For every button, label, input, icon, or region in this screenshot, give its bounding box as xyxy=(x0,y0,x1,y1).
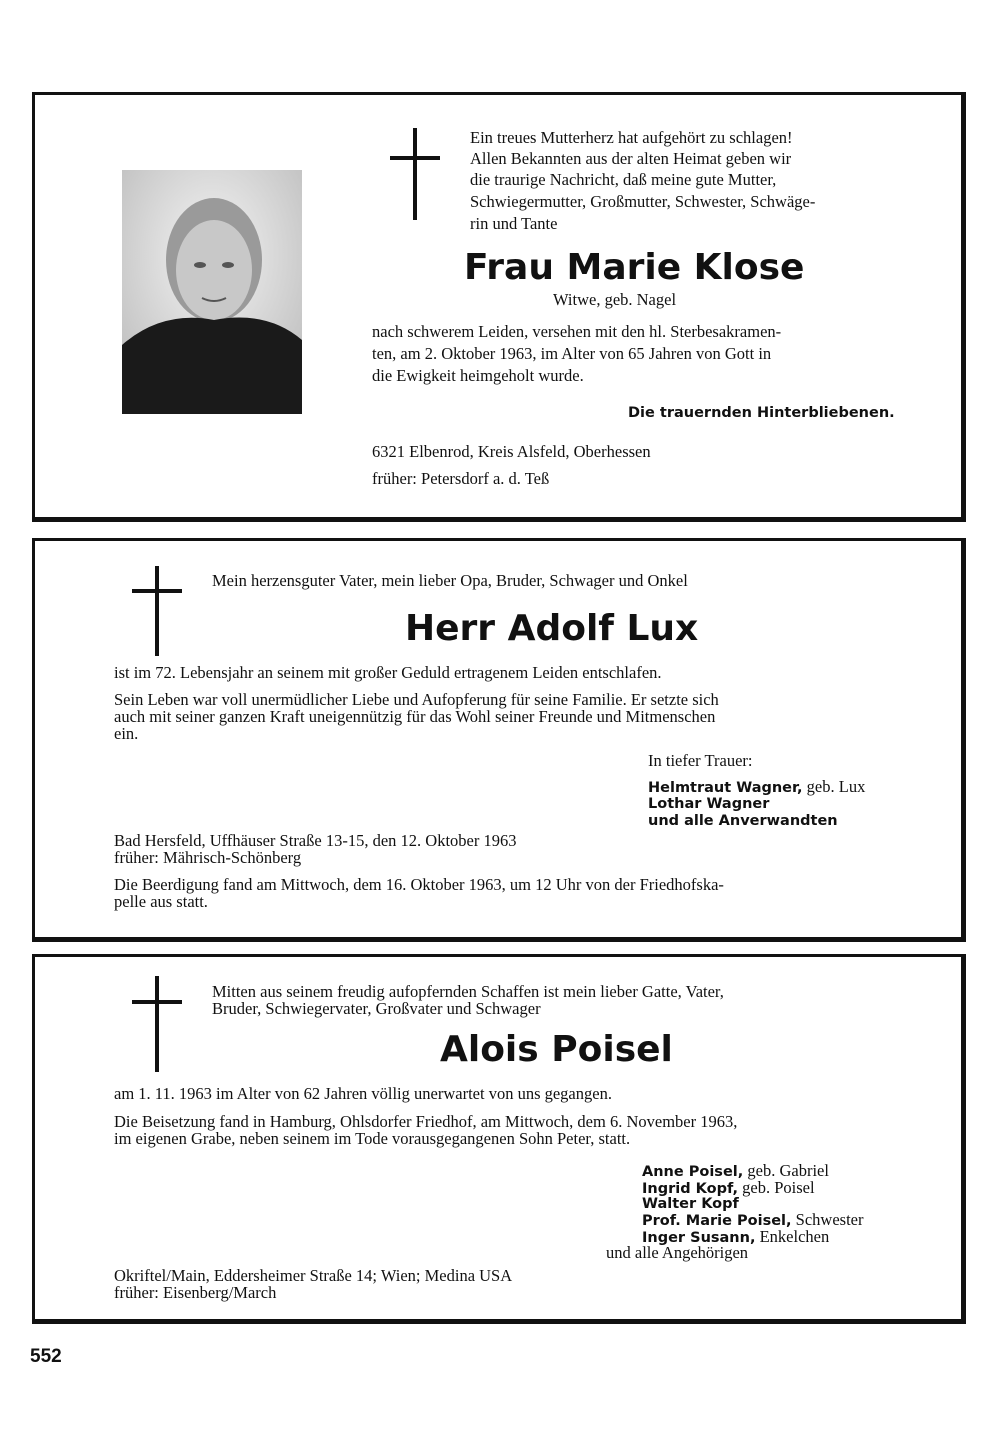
deceased-subtitle: Witwe, geb. Nagel xyxy=(553,290,677,309)
mourner-name: Ingrid Kopf, xyxy=(642,1181,738,1197)
cross-icon xyxy=(390,128,440,220)
mourner-6: und alle Angehörigen xyxy=(606,1243,749,1262)
funeral-line-2: pelle aus statt. xyxy=(114,892,208,911)
cross-icon xyxy=(132,976,182,1072)
body-line-3: die Ewigkeit heimgeholt wurde. xyxy=(372,366,584,385)
mourner-3: Walter Kopf xyxy=(642,1196,739,1212)
mourner-detail: geb. Gabriel xyxy=(743,1161,829,1180)
intro-line-2: Allen Bekannten aus der alten Heimat geben wir xyxy=(470,149,792,168)
intro-line-1: Ein treues Mutterherz hat aufgehört zu schlagen! xyxy=(470,128,793,147)
address: Okriftel/Main, Eddersheimer Straße 14; Wien; Medina USA xyxy=(114,1266,513,1285)
former-address: früher: Petersdorf a. d. Teß xyxy=(372,469,550,488)
intro-line-5: rin und Tante xyxy=(470,214,558,233)
deceased-name: Frau Marie Klose xyxy=(464,247,805,288)
address: 6321 Elbenrod, Kreis Alsfeld, Oberhessen xyxy=(372,442,651,461)
intro-line-4: Schwiegermutter, Großmutter, Schwester, Schwäge- xyxy=(470,192,816,211)
body-line-2: ten, am 2. Oktober 1963, im Alter von 65 Jahren von Gott in xyxy=(372,344,772,363)
intro-line-3: die traurige Nachricht, daß meine gute Mutter, xyxy=(470,170,777,189)
page-number: 552 xyxy=(30,1346,62,1367)
death-line: ist im 72. Lebensjahr an seinem mit großer Geduld ertragenem Leiden entschlafen. xyxy=(114,663,662,682)
mourner-name: Helmtraut Wagner, xyxy=(648,780,803,796)
mourner-detail: geb. Poisel xyxy=(738,1178,815,1197)
mourner-name: Inger Susann, xyxy=(642,1230,756,1246)
deceased-name: Herr Adolf Lux xyxy=(405,608,699,649)
former-address: früher: Mährisch-Schönberg xyxy=(114,848,302,867)
mourner-2: Lothar Wagner xyxy=(648,796,770,812)
signature: Die trauernden Hinterbliebenen. xyxy=(628,405,895,421)
cross-icon xyxy=(132,566,182,656)
intro-line-2: Bruder, Schwiegervater, Großvater und Schwager xyxy=(212,999,541,1018)
former-address: früher: Eisenberg/March xyxy=(114,1283,277,1302)
burial-line-1: Die Beisetzung fand in Hamburg, Ohlsdorfer Friedhof, am Mittwoch, dem 6. November 1963, xyxy=(114,1112,738,1131)
funeral-line-1: Die Beerdigung fand am Mittwoch, dem 16. Oktober 1963, um 12 Uhr von der Friedhofska- xyxy=(114,875,724,894)
para-line-2: auch mit seiner ganzen Kraft uneigennützig für das Wohl seiner Freunde und Mitmenschen xyxy=(114,707,716,726)
para-line-1: Sein Leben war voll unermüdlicher Liebe und Aufopferung für seine Familie. Er setzte sich xyxy=(114,690,719,709)
deceased-name: Alois Poisel xyxy=(440,1029,673,1070)
para-line-3: ein. xyxy=(114,724,139,743)
portrait-photo xyxy=(122,170,302,414)
mourner-detail: Schwester xyxy=(791,1210,864,1229)
intro-line: Mein herzensguter Vater, mein lieber Opa, Bruder, Schwager und Onkel xyxy=(212,571,688,590)
burial-line-2: im eigenen Grabe, neben seinem im Tode vorausgegangenen Sohn Peter, statt. xyxy=(114,1129,631,1148)
mourner-detail: geb. Lux xyxy=(802,777,866,796)
address: Bad Hersfeld, Uffhäuser Straße 13-15, den 12. Oktober 1963 xyxy=(114,831,517,850)
mourner-name: Prof. Marie Poisel, xyxy=(642,1213,792,1229)
mourner-name: Anne Poisel, xyxy=(642,1164,744,1180)
mourner-detail: Enkelchen xyxy=(755,1227,830,1246)
body-line-1: nach schwerem Leiden, versehen mit den hl. Sterbesakramen- xyxy=(372,322,782,341)
intro-line-1: Mitten aus seinem freudig aufopfernden Schaffen ist mein lieber Gatte, Vater, xyxy=(212,982,724,1001)
mourning-label: In tiefer Trauer: xyxy=(648,751,753,770)
death-line: am 1. 11. 1963 im Alter von 62 Jahren völlig unerwartet von uns gegangen. xyxy=(114,1084,612,1103)
mourner-3: und alle Anverwandten xyxy=(648,813,838,829)
